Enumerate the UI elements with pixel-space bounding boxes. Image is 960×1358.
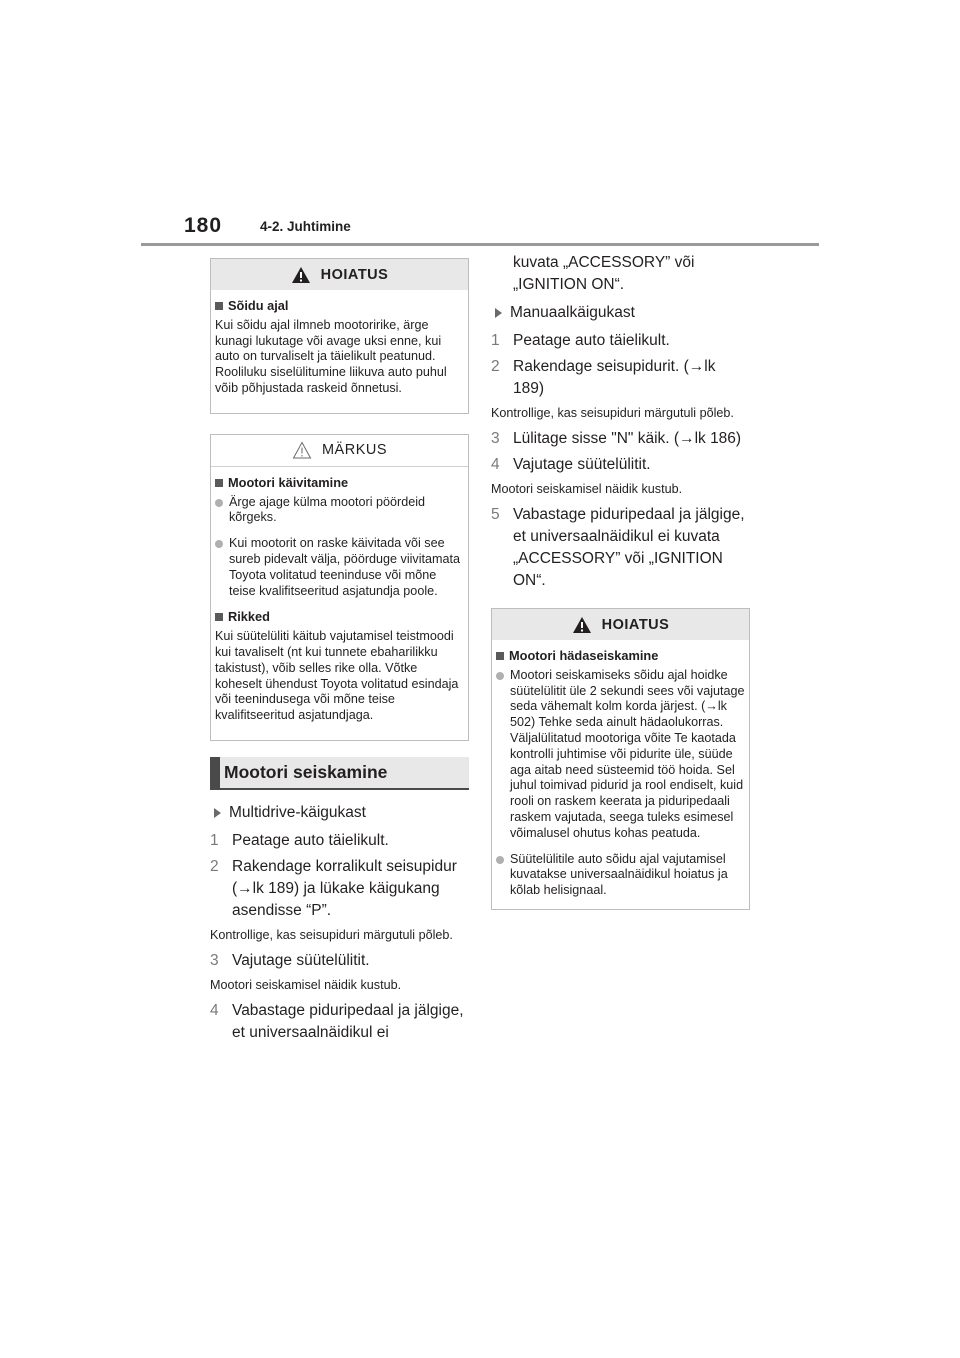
- square-bullet-icon: [215, 302, 223, 310]
- warning-header: [492, 609, 749, 640]
- notice-subheading-faults: Rikked: [215, 609, 464, 625]
- section-title: 4-2. Juhtimine: [260, 219, 351, 234]
- arrow-right-icon: [495, 308, 502, 318]
- caution-triangle-icon: [292, 441, 312, 459]
- right-column: [491, 252, 750, 910]
- bullet-icon: [496, 672, 504, 680]
- warning-triangle-icon: [291, 266, 311, 284]
- notice-header: [211, 435, 468, 467]
- multidrive-heading: Multidrive-käigukast: [214, 804, 469, 822]
- page-number: 180: [184, 214, 223, 237]
- notice-box: [210, 434, 469, 741]
- step-item: 2 Rakendage seisupidurit. (→lk 189): [491, 358, 716, 397]
- warning-subheading: Mootori hädaseiskamine: [496, 648, 745, 664]
- warning-box-driving: [210, 258, 469, 414]
- note-text: Kontrollige, kas seisupiduri märgutuli põleb.: [491, 406, 734, 420]
- square-bullet-icon: [215, 479, 223, 487]
- warning-subheading: Sõidu ajal: [215, 298, 464, 314]
- arrow-right-icon: [214, 808, 221, 818]
- warning-text: Kui sõidu ajal ilmneb mootoririke, ärge kunagi lukutage või avage uksi enne, kui auto on turvaliselt ja täielikult peatunud. Rooliluku siselülitumine liikuva auto puhul võib põhjustada raskeid õnnetusi.: [215, 317, 447, 395]
- step-item: 1 Peatage auto täielikult.: [491, 332, 670, 349]
- step-item: 3 Lülitage sisse "N" käik. (→lk 186): [491, 430, 742, 447]
- square-bullet-icon: [496, 652, 504, 660]
- notice-text: Kui süütelüliti käitub vajutamisel teistmoodi kui tavaliselt (nt kui tunnete ebaharilikku takistust), võib selles rike olla. Võtke koheselt ühendust Toyota volitatud esindaja või teenindusega või mõne teise kvalifitseeritud asjatundjaga.: [215, 629, 459, 723]
- warning-box-emergency: [491, 608, 750, 910]
- step-item: 4 Vajutage süütelülitit.: [491, 456, 651, 473]
- note-text: Kontrollige, kas seisupiduri märgutuli põleb.: [210, 927, 453, 942]
- list-item: Mootori seiskamiseks sõidu ajal hoidke süütelülitit üle 2 sekundi sees või vajutage seda vähemalt kolm korda järjest. (→lk 502) Tehke seda ainult hädaolukorras. Väljalülitatud mootoriga võite Te kaotada kontrolli juhtimise või pidurite üle, süüde aga aitab need süsteemid töö hoida. Sel juhul toimivad pidurid ja rool endiselt, kuid rooli on raskem keerata ja piduripedaali raskem vajutada, seega tuleks esimesel võimalusel ohutus kohas peatuda.: [496, 668, 745, 842]
- note-text: Mootori seiskamisel näidik kustub.: [210, 977, 402, 992]
- step-item: 2 Rakendage korralikult seisupidur (→lk 189) ja lükake käigukang asendisse “P”.: [210, 857, 457, 919]
- page-header: [0, 0, 960, 250]
- bullet-icon: [496, 856, 504, 864]
- warning-header: [211, 259, 468, 290]
- manual-heading: Manuaalkäigukast: [495, 304, 750, 322]
- left-column: [210, 258, 469, 1048]
- note-text: Mootori seiskamisel näidik kustub.: [491, 482, 683, 496]
- bullet-icon: [215, 540, 223, 548]
- list-item: Ärge ajage külma mootori pöördeid kõrgeks.: [215, 495, 464, 527]
- list-item: Süütelülitile auto sõidu ajal vajutamisel kuvatakse universaalnäidikul hoiatus ja kõlab helisignaal.: [496, 852, 745, 899]
- warning-triangle-icon: [572, 616, 592, 634]
- warning-title: HOIATUS: [601, 616, 670, 633]
- bullet-icon: [215, 499, 223, 507]
- step-item: 4 Vabastage piduripedaal ja jälgige, et universaalnäidikul ei: [210, 1001, 464, 1041]
- step-item: 1 Peatage auto täielikult.: [210, 831, 389, 849]
- step-item: 3 Vajutage süütelülitit.: [210, 951, 370, 969]
- list-item: Kui mootorit on raske käivitada või see sureb pidevalt välja, pöörduge viivitamata Toyota volitatud teeninduse või mõne teise kvalifitseeritud asjatundja poole.: [215, 536, 464, 599]
- step-item: 5 Vabastage piduripedaal ja jälgige, et universaalnäidikul ei kuvata „ACCESSORY” või „IGNITION ON“.: [491, 506, 745, 589]
- square-bullet-icon: [215, 613, 223, 621]
- section-heading: Mootori seiskamine: [210, 757, 469, 790]
- header-divider: [141, 243, 819, 246]
- notice-title: MÄRKUS: [321, 442, 388, 459]
- continued-text: kuvata „ACCESSORY” või „IGNITION ON“.: [513, 254, 695, 293]
- warning-title: HOIATUS: [320, 266, 389, 283]
- notice-subheading-start: Mootori käivitamine: [215, 475, 464, 491]
